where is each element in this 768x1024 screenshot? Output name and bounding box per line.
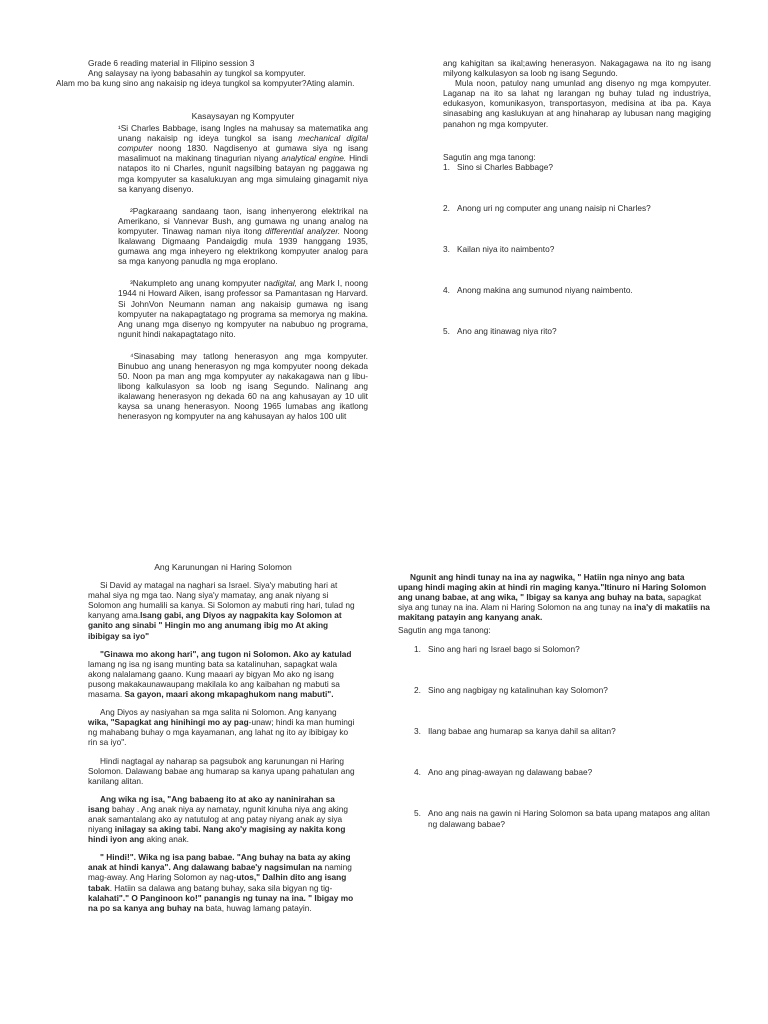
question-item <box>443 162 711 172</box>
question-item <box>414 726 710 736</box>
text-run: ang Mark I, noong 1944 ni Howard Aiken, isang professor sa Pamantasan ng Harvard. Si JohnVon Neumann naman ang nakaisip gumawa ng isang kompyuter na nakapagtatago ng programa sa memorya ng makina. Ang unang mga disenyo ng kompyuter na nabubuo ng programa, ngunit hindi nakapagtatago nito. <box>118 278 368 339</box>
question-text: Sino ang hari ng Israel bago si Solomon? <box>428 644 580 655</box>
story-continuation <box>398 572 710 622</box>
questions-list <box>443 162 711 336</box>
question-text: Ano ang itinawag niya rito? <box>457 326 557 337</box>
question-item <box>443 203 711 213</box>
questions-block-2 <box>398 625 710 829</box>
text-run: Ang Diyos ay nasiyahan sa mga salita ni Solomon. Ang kanyang <box>100 707 337 718</box>
text-run-italic: differential analyzer. <box>265 225 341 236</box>
story-paragraph-3 <box>88 707 358 747</box>
question-number: 2. <box>443 203 450 214</box>
text-run: Hindi natapos ito ni Charles, ngunit nagsilbing batayan ng paggawa ng mga kompyuter sa kasalukuyan ang mga simulaing ginagamit niya sa kanyang disenyo. <box>118 153 368 194</box>
text-run: Noong Ikalawang Digmaang Pandaigdig mula 1939 hanggang 1935, gumawa ang mga inheyero ng elektrikong kompyuter analog para sa mga kanyong panudla ng mga eroplano. <box>118 225 368 267</box>
text-run-bold: Isang gabi, ang Diyos ay nagpakita kay Solomon at ganito ang sinabi " Hingin mo ang anumang ibig mo At aking ibibigay sa iyo" <box>88 610 342 641</box>
text-run-bold: wika, "Sapagkat ang hinihingi mo ay pag <box>88 717 249 728</box>
questions-heading: Sagutin ang mga tanong: <box>398 625 491 635</box>
text-run-bold: inilagay sa aking tabi. Nang ako'y magising ay nakita kong hindi iyon ang <box>88 824 346 845</box>
article-paragraph-4: ⁴Sinasabing may tatlong henerasyon ang mga kompyuter. Binubuo ang unang henerasyon ng mga kompyuter noong dekada 50. Noon pa man ang mga kompyuter ay nakakagawa nan g libu-libong kalkulasyon sa loob ng isang Segundo. Nalinang ang ikalawang henerasyon ng dekada 60 na ang kahusayan ay 10 ulit kaysa sa unang henerasyon. Noong 1965 lumabas ang ikatlong henerasyon ng kompyuter na ang kahusayan ay halos 100 ulit <box>118 350 368 422</box>
text-run-bold: utos," Dalhin dito ang isang tabak <box>88 872 347 893</box>
text-run-bold: Sa gayon, maari akong mkapaghukom nang mabuti". <box>124 689 334 700</box>
text-run: -unaw; hindi ka man humingi ng mahabang buhay o mga kayamanan, ang lahat ng ito ay ibibigay ko rin sa iyo". <box>88 717 355 748</box>
text-run: bahay . Ang anak niya ay namatay, ngunit kinuha niya ang aking anak samantalang ako ay natutulog at ang patay niyang anak ay siya niyang <box>88 803 348 835</box>
question-item <box>443 326 711 336</box>
question-text: Sino si Charles Babbage? <box>457 162 553 173</box>
question-number: 4. <box>443 285 450 296</box>
question-text: Sino ang nagbigay ng katalinuhan kay Solomon? <box>428 685 608 696</box>
text-run: . Hatiin sa dalawa ang batang buhay, saka sila bigyan ng tig- <box>109 882 333 893</box>
text-run: noong 1830. Nagdisenyo at gumawa siya ng isang masalimuot na makinang tinagurian niyang <box>118 143 368 164</box>
text-run: Si David ay matagal na naghari sa Israel. Siya'y mabuting hari at mahal siya ng mga tao. Nang siya'y mamatay, ang anak niyang si Solomon ang humalili sa kanya. Si Solomon ay mabuti ring hari, tulad ng kanyang ama. <box>88 580 355 621</box>
text-run-bold: Ako ay katulad <box>292 648 352 659</box>
question-number: 5. <box>414 808 421 819</box>
question-number: 1. <box>414 644 421 655</box>
story-paragraph-5 <box>88 794 358 844</box>
question-number: 2. <box>414 685 421 696</box>
worksheet-header <box>56 58 376 88</box>
header-line-2: Ang salaysay na iyong babasahin ay tungkol sa kompyuter. <box>88 68 306 79</box>
article-paragraph-4-cont: ang kahigitan sa ikal;awing henerasyon. Nakagagawa na ito ng isang milyong kalkulasyon sa loob ng isang Segundo. <box>443 58 711 79</box>
questions-block-1 <box>443 152 711 337</box>
article-kasaysayan <box>118 111 368 422</box>
text-run-bold: Itinuro ni Haring Solomon ang unang babae, at ang wika, " Ibigay sa kanya ang buhay na bata, <box>398 582 707 603</box>
question-item <box>414 685 710 695</box>
article-paragraph-5: Mula noon, patuloy nang umunlad ang disenyo ng mga kompyuter. Laganap na ito sa lahat ng larangan ng buhay tulad ng industriya, edukasyon, komunikasyon, transportasyon, medisina at iba pa. Kaya sinasabing ang kaslukuyan at ang hinaharap ay lubusan nang magiging panahon ng mga kompyuter. <box>443 78 711 129</box>
text-run: ¹Si Charles Babbage, isang Ingles na mahusay sa matematika ang unang nakaisip ng ideya tungkol sa isang <box>118 123 368 144</box>
question-text: Anong uri ng computer ang unang naisip ni Charles? <box>457 203 651 214</box>
text-run-bold: ina'y di makatiis na makitang patayin ang kanyang anak. <box>398 602 710 623</box>
question-number: 1. <box>443 162 450 173</box>
article-continuation <box>443 58 711 129</box>
story-paragraph-6 <box>88 852 358 913</box>
article-title: Kasaysayan ng Kompyuter <box>191 111 295 121</box>
questions-list <box>414 644 710 829</box>
question-text: Ilang babae ang humarap sa kanya dahil sa alitan? <box>428 726 616 737</box>
questions-heading: Sagutin ang mga tanong: <box>443 152 536 162</box>
question-item <box>414 767 710 777</box>
text-run-bold: "Ginawa mo akong hari", ang tugon ni Solomon. <box>100 648 293 659</box>
text-run: sapagkat siya ang tunay na ina. Alam ni Haring Solomon na ang tunay na <box>398 592 702 613</box>
header-line-1: Grade 6 reading material in Filipino session 3 <box>88 58 255 68</box>
question-text: Ano ang nais na gawin ni Haring Solomon sa bata upang matapos ang alitan ng dalawang babae? <box>428 808 710 829</box>
text-run: lamang ng isa ng isang munting bata sa katalinuhan, sapagkat wala akong nalalamang gaano. Kung maaari ay bigyan Mo ako ng isang pusong makakaunawaupang makilala ko ang kaibahan ng mabuti sa masama. <box>88 658 340 700</box>
question-number: 4. <box>414 767 421 778</box>
article-paragraph-1 <box>118 123 368 194</box>
text-run-bold: Ang wika ng isa, "Ang babaeng ito at ako ay naninirahan sa isang <box>88 793 335 814</box>
story-paragraph-1 <box>88 580 358 641</box>
question-item <box>414 808 710 828</box>
question-item <box>414 644 710 654</box>
text-run: bata, huwag lamang patayin. <box>203 902 312 913</box>
question-number: 3. <box>443 244 450 255</box>
question-number: 3. <box>414 726 421 737</box>
text-run-bold: kalahati"." O Panginoon ko!" panangis ng tunay na ina. " Ibigay mo na po sa kanya ang buhay na <box>88 892 354 913</box>
question-text: Ano ang pinag-awayan ng dalawang babae? <box>428 767 593 778</box>
question-text: Anong makina ang sumunod niyang naimbento. <box>457 285 633 296</box>
question-item <box>443 244 711 254</box>
story-paragraph-2 <box>88 649 358 699</box>
article-paragraph-3 <box>118 278 368 339</box>
text-run-bold: " Hindi!". Wika ng isa pang babae. "Ang buhay na bata ay aking anak at hindi kanya". Ang dalawang babae'y nagsimulan na <box>88 852 351 873</box>
question-text: Kailan niya ito naimbento? <box>457 244 555 255</box>
text-run-bold: Ngunit ang hindi tunay na ina ay nagwika, " Hatiin nga ninyo ang bata upang hindi maging akin at hindi rin maging kanya." <box>398 572 685 593</box>
story-paragraph-7 <box>398 572 710 622</box>
text-run-italic: analytical engine. <box>281 153 347 164</box>
article-paragraph-2 <box>118 206 368 267</box>
story-solomon <box>88 562 358 913</box>
text-run: aking anak. <box>144 834 189 845</box>
text-run: ³Nakumpleto ang unang kompyuter na <box>130 278 273 289</box>
question-number: 5. <box>443 326 450 337</box>
header-line-3: Alam mo ba kung sino ang nakaisip ng ideya tungkol sa kompyuter?Ating alamin. <box>56 78 355 89</box>
text-run: naming mag-away. Ang Haring Solomon ay nag- <box>88 862 352 883</box>
story-title: Ang Karunungan ni Haring Solomon <box>154 562 292 572</box>
text-run: ²Pagkaraang sandaang taon, isang inhenyerong elektrikal na Amerikano, si Vannevar Bush, ang gumawa ng unang analog na kompyuter. Tinawag naman niya itong <box>118 205 368 236</box>
question-item <box>443 285 711 295</box>
text-run-italic: digital, <box>272 278 297 289</box>
story-paragraph-4: Hindi nagtagal ay naharap sa pagsubok ang karunungan ni Haring Solomon. Dalawang babae ang humarap sa kanya upang pahatulan ang kanilang alitan. <box>88 755 355 786</box>
text-run-italic: mechanical digital computer <box>118 133 368 154</box>
